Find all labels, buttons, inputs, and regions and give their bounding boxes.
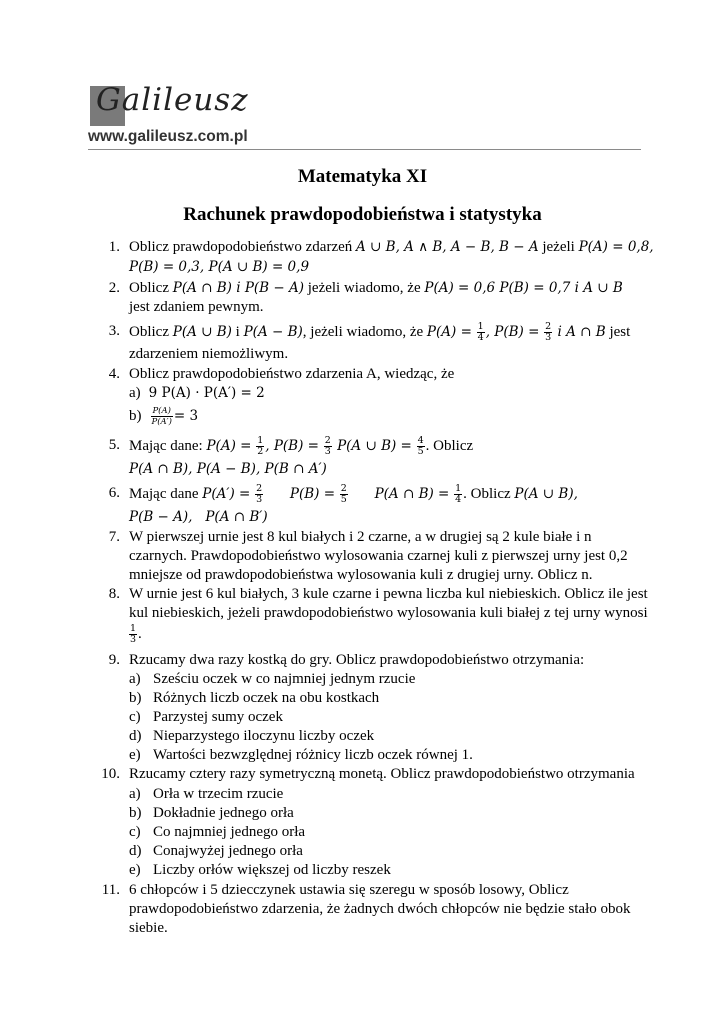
- problem-4-item-b: b) $\frac{P(A)}{P(A')}$ = 3: [129, 406, 199, 427]
- list-item: a) Sześciu oczek w co najmniej jednym rzucie: [129, 671, 416, 687]
- list-item: a) Orła w trzecim rzucie: [129, 786, 284, 802]
- logo: [90, 82, 260, 128]
- list-item: e) Liczby orłów większej od liczby reszek: [129, 862, 391, 878]
- problem-number: 8.: [108, 586, 120, 602]
- fraction: $\frac{2}{5}$: [340, 483, 347, 505]
- list-item: d) Conajwyżej jednego orła: [129, 843, 303, 859]
- problem-number: 11.: [101, 882, 120, 898]
- fraction: $\frac{4}{5}$: [417, 435, 424, 457]
- problem-10-line-1: Rzucamy cztery razy symetryczną monetą. Oblicz prawdopodobieństwo otrzymania: [129, 766, 635, 782]
- problem-6-line-2: P(B − A), P(A ∩ B′): [129, 509, 268, 525]
- problem-5-line-1: Mając dane: P(A) = $\frac{1}{2}$ , P(B) = $\frac{2}{3}$ P(A ∪ B) = $\frac{4}{5}$ . Oblicz: [129, 435, 474, 457]
- problem-number: 10.: [101, 766, 120, 782]
- fraction: $\frac{1}{3}$: [130, 623, 137, 645]
- problem-8-line-2: kul niebieskich, jeżeli prawdopodobieństwo wylosowania kuli białej z tej urny wynosi: [129, 605, 648, 621]
- problem-11-line-2: prawdopodobieństwo zdarzenia, że żadnych dwóch chłopców nie będzie stało obok: [129, 901, 631, 917]
- problem-8-line-3: $\frac{1}{3}$ .: [130, 623, 142, 645]
- problem-11-line-3: siebie.: [129, 920, 168, 936]
- logo-text: Galileusz: [96, 82, 249, 118]
- problem-number: 7.: [108, 529, 120, 545]
- fraction: $\frac{1}{2}$: [257, 435, 264, 457]
- problem-7-line-2: czarnych. Prawdopodobieństwo wylosowania czarnej kuli z pierwszej urny jest 0,2: [129, 548, 628, 564]
- fraction: $\frac{P(A)}{P(A')}$: [151, 406, 172, 427]
- problem-5-line-2: P(A ∩ B), P(A − B), P(B ∩ A′): [129, 461, 327, 477]
- site-url: www.galileusz.com.pl: [88, 128, 248, 145]
- list-item: b) Różnych liczb oczek na obu kostkach: [129, 690, 380, 706]
- fraction: $\frac{2}{3}$: [545, 321, 552, 343]
- problem-2-line-1: Oblicz P(A ∩ B) i P(B − A) jeżeli wiadomo, że P(A) = 0,6 P(B) = 0,7 i A ∪ B: [129, 280, 623, 296]
- fraction: $\frac{1}{4}$: [455, 483, 462, 505]
- list-item: c) Parzystej sumy oczek: [129, 709, 283, 725]
- list-item: d) Nieparzystego iloczynu liczby oczek: [129, 728, 375, 744]
- problem-number: 9.: [108, 652, 120, 668]
- problem-number: 3.: [108, 323, 120, 339]
- problem-8-line-1: W urnie jest 6 kul białych, 3 kule czarne i pewna liczba kul niebieskich. Oblicz ile jest: [129, 586, 648, 602]
- problem-2-line-2: jest zdaniem pewnym.: [129, 299, 264, 315]
- problem-7-line-3: mniejsze od prawdopodobieństwa wylosowania kuli z drugiej urny. Oblicz n.: [129, 567, 593, 583]
- problem-6-line-1: Mając dane P(A′) = $\frac{2}{3}$ P(B) = $\frac{2}{5}$ P(A ∩ B) = $\frac{1}{4}$ . Oblicz P(A ∪ B),: [129, 483, 578, 505]
- problem-1-line-2: P(B) = 0,3, P(A ∪ B) = 0,9: [129, 259, 310, 275]
- problem-number: 2.: [108, 280, 120, 296]
- problem-3-line-1: Oblicz P(A ∪ B) i P(A − B), jeżeli wiadomo, że P(A) = $\frac{1}{4}$ , P(B) = $\frac{2}{3}$ i A ∩ B jest: [129, 321, 631, 343]
- problem-number: 4.: [108, 366, 120, 382]
- problem-1-line-1: Oblicz prawdopodobieństwo zdarzeń A ∪ B, A ∧ B, A − B, B − A jeżeli P(A) = 0,8,: [129, 239, 654, 255]
- problem-9-line-1: Rzucamy dwa razy kostką do gry. Oblicz prawdopodobieństwo otrzymania:: [129, 652, 585, 668]
- problem-4-line-1: Oblicz prawdopodobieństwo zdarzenia A, wiedząc, że: [129, 366, 455, 382]
- list-item: c) Co najmniej jednego orła: [129, 824, 306, 840]
- fraction: $\frac{1}{4}$: [477, 321, 484, 343]
- fraction: $\frac{2}{3}$: [324, 435, 331, 457]
- problem-3-line-2: zdarzeniem niemożliwym.: [129, 346, 289, 362]
- list-item: b) Dokładnie jednego orła: [129, 805, 294, 821]
- fraction: $\frac{2}{3}$: [256, 483, 263, 505]
- problem-11-line-1: 6 chłopców i 5 dziecczynek ustawia się szeregu w sposób losowy, Oblicz: [129, 882, 569, 898]
- problem-7-line-1: W pierwszej urnie jest 8 kul białych i 2 czarne, a w drugiej są 2 kule białe i n: [129, 529, 592, 545]
- list-item: e) Wartości bezwzględnej różnicy liczb oczek równej 1.: [129, 747, 473, 763]
- page-title: Matematyka XI: [297, 166, 428, 187]
- page-subtitle: Rachunek prawdopodobieństwa i statystyka: [183, 204, 542, 225]
- problem-number: 6.: [108, 485, 120, 501]
- problem-number: 5.: [108, 437, 120, 453]
- problem-4-item-a: a) 9 P(A) · P(A′) = 2: [129, 385, 265, 401]
- header-divider: [88, 149, 641, 150]
- problem-number: 1.: [108, 239, 120, 255]
